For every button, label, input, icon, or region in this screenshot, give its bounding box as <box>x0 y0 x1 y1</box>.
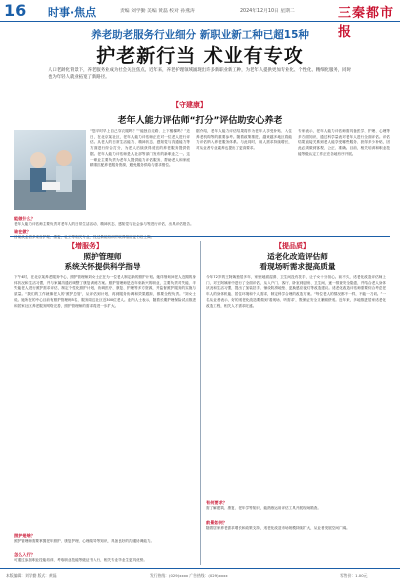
section3-tag: 【提品质】 <box>275 242 310 250</box>
section1-q-text: 老年人能力评估师主要负责对老年人的日常生活活动、精神状态、感知觉与社会参与等进行评估，出具评估报告。 <box>14 222 194 226</box>
section3-body: 今年72岁的王阿姨独居多年，家里地面湿滑、卫生间没有扶手，让子女十分担心。前不久，适老化改造评估师上门，对王阿姨家中进行了全面评估，从入户门、客厅、卧室到厨房、卫生间，逐一排查安全隐患，并结合老人身体状况和生活习惯，提出了加装扶手、铺设防滑地垫、更换感应夜灯等改造建议。适老化改造评估师需要综合考虑老年人的身体机能、居住环境和个人需求，制定科学合理的改造方案。“每位老人的情况都不一样，不能一刀切。”一名从业者表示，好的适老化改造要做到‘看现场、听需求’，既保证安全又兼顾舒适。近年来，多地推进居家适老化改造工程，相关人才需求旺盛。 <box>206 275 386 308</box>
page-footer <box>0 568 400 581</box>
section1-col2: 据介绍，老年人能力评估结果将作为老年人享受补贴、入住养老机构等的重要参考。随着政策推进，越来越多地区将能力评估纳入养老服务体系。与此同时，用人需求持续增长，对从业者专业素养也提出了更高要求。 <box>196 129 292 151</box>
section1-col3: 专家表示，老年人能力评估师需具备医学、护理、心理等多方面知识，通过科学量表对老年人进行全面评估。评估结果直接关系到老人能享受哪些服务、获得多少补贴，因此必须做到客观、公正、准确。目前，相关培训和职业技能等级认定工作正在各地有序开展。 <box>298 129 390 156</box>
section1-a-label: 谁在做？ <box>14 229 31 234</box>
section1-q-label: 能做什么？ <box>14 216 35 221</box>
section1-a-text: 目前从业者多来自护理、康复、社工等相关专业，经过系统培训并取得相应证书后上岗。 <box>14 235 155 239</box>
footer-left: 本版编辑：刘学勤 版式：黄磊 <box>6 573 57 578</box>
footer-mid: 发行热线：(029)xxxx 广告热线：(029)xxxx <box>150 573 228 578</box>
section3-title: 适老化改造评估师 看现场听需求提高质量 <box>259 252 336 271</box>
section2-q-text: 照护管理师需要掌握老年照护、康复护理、心理疏导等知识，具备良好的沟通协调能力。 <box>14 539 155 543</box>
column-divider <box>200 241 201 565</box>
section1-col1: “您平时早上自己穿衣服吗？”“能独自走路、上下楼梯吗？”近日，在北京某社区，老年人能力评估师正在对一位老人进行评估。从老人的日常生活能力、精神状态、感知觉与沟通能力等方面进行综合打分，为老人后续获得适宜的养老服务提供依据。老年人能力评估师是人社部等部门发布的新职业之一。这一职业主要负责为老年人提供能力评估服务，帮助老人和家庭精准匹配养老服务资源，避免服务供给与需求错位。 <box>90 129 190 168</box>
section2-title: 照护管理师 系统关怀提供科学指导 <box>64 252 141 271</box>
section3-q-text: 需了解建筑、康复、老年学等知识，能熟练运用评估工具开展现场勘查。 <box>206 506 321 510</box>
section2-q-label: 照护是啥？ <box>14 533 35 538</box>
page-number: 16 <box>4 1 27 20</box>
lead-paragraph: 人口老龄化背景下，养老服务业成为社会关注焦点。近年来，养老护理领域涌现出许多新职业新工种，为老年人提供更加专业化、个性化、精细化服务，同时也为年轻人就业拓宽了新路径。 <box>48 68 351 80</box>
headline: 护老新行当 术业有专攻 <box>96 45 304 67</box>
section2-a-text: 可通过参加职业技能培训、考取职业技能等级证书入行，相关专业毕业生更具优势。 <box>14 558 147 562</box>
photo-assessment <box>14 130 86 210</box>
section3-a-label: 前景如何？ <box>206 520 227 525</box>
section2-body: 下午4时，在北京某养老服务中心，照护管理师刘女士正在为一位老人制定新的照护计划。她详细询问老人近期的身体状况和生活习惯，并与家属沟通后调整了康复训练方案。照护管理师是近年来新兴的职业，主要负责对失能、半失能老人进行照护需求评估，制定个性化照护计划，协调医疗、康复、护理等多方资源，并监督照护服务的实施与质量。“我们的工作就像老人的‘照护总管’，从评估到计划，再到服务协调和效果跟踪，都要全程负责。”刘女士说。她所在的中心目前有照护管理师5名，服务周边社区近300位老人。业内人士表示，随着长期护理保险试点推进和居家社区养老服务网络完善，照护管理师的需求将进一步扩大。 <box>14 275 196 308</box>
newspaper-logo: 三秦都市报 <box>338 6 395 40</box>
divider <box>10 236 390 237</box>
section1-title: 老年人能力评估师“打分”评估助安心养老 <box>117 116 283 126</box>
section3-a-text: 随着居家养老需求增长和政策支持，适老化改造市场规模持续扩大，从业者发展空间广阔。 <box>206 526 350 530</box>
editor-credits: 责编 刘学勤 美编 黄磊 校对 孙燕涛 <box>120 9 195 14</box>
section1-tag: 【守建康】 <box>172 101 207 109</box>
issue-date: 2024年12月10日 星期二 <box>240 9 295 14</box>
section-name: 时事·焦点 <box>48 6 97 19</box>
section3-q-label: 有何要求？ <box>206 500 227 505</box>
section2-tag: 【增服务】 <box>68 242 103 250</box>
kicker: 养老助老服务行业细分 新职业新工种已超15种 <box>91 29 309 41</box>
section2-a-label: 怎么入行？ <box>14 552 35 557</box>
footer-right: 零售价：1.00元 <box>340 573 368 578</box>
